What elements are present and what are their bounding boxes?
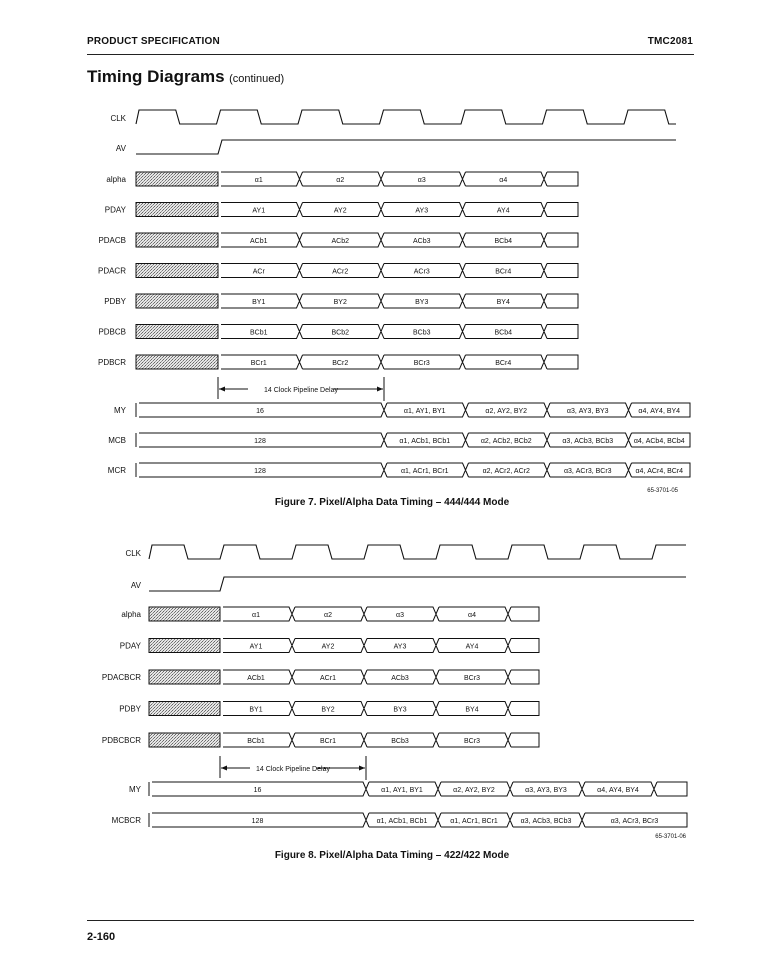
fig8-input-cell: α2 bbox=[324, 612, 332, 619]
fig7-output-init: 128 bbox=[254, 438, 266, 445]
fig7-clk-label: CLK bbox=[110, 114, 126, 123]
fig7-delay-label: 14 Clock Pipeline Delay bbox=[264, 387, 338, 394]
fig7-input-label: PDBCB bbox=[98, 327, 126, 337]
input-bus bbox=[220, 639, 539, 653]
av-waveform bbox=[149, 577, 686, 591]
input-bus bbox=[220, 733, 539, 747]
fig7-input-label: PDACB bbox=[98, 236, 126, 245]
fig8-output-label: MCBCR bbox=[111, 816, 141, 825]
fig8-input-cell: ACb1 bbox=[247, 675, 265, 682]
fig7-input-cell: BCr3 bbox=[413, 360, 430, 367]
fig7-input-cell: α3 bbox=[417, 177, 426, 184]
fig8-delay-label: 14 Clock Pipeline Delay bbox=[256, 766, 330, 773]
fig8-input-label: PDBY bbox=[119, 704, 141, 714]
fig8-input-label: alpha bbox=[121, 610, 141, 619]
fig7-output-cell: α3, ACr3, BCr3 bbox=[563, 468, 612, 475]
fig8-input-cell: BCr1 bbox=[320, 738, 336, 745]
fig7-input-cell: BCb4 bbox=[494, 238, 513, 245]
fig7-output-label: MCB bbox=[108, 436, 126, 445]
fig7-input-cell: BCr4 bbox=[495, 360, 512, 367]
fig7-input-cell: BCr1 bbox=[250, 360, 267, 367]
fig8-output-cell: α1, AY1, BY1 bbox=[381, 787, 423, 794]
hatched-undefined-region bbox=[149, 607, 220, 621]
fig8-input-cell: BY1 bbox=[249, 706, 263, 714]
figure-7-caption: Figure 7. Pixel/Alpha Data Timing – 444/444 Mode bbox=[274, 497, 510, 508]
hatched-undefined-region bbox=[149, 670, 220, 684]
input-bus bbox=[220, 670, 539, 684]
fig7-output-label: MCR bbox=[107, 466, 126, 475]
header-part-number: TMC2081 bbox=[647, 36, 693, 47]
hatched-undefined-region bbox=[149, 702, 220, 716]
fig8-input-cell: BCb3 bbox=[391, 738, 409, 745]
clk-waveform bbox=[149, 545, 686, 559]
fig8-input-label: PDACBCR bbox=[101, 673, 141, 682]
figure-8-caption: Figure 8. Pixel/Alpha Data Timing – 422/422 Mode bbox=[274, 850, 510, 861]
fig7-input-cell: BY2 bbox=[333, 299, 347, 306]
fig8-input-cell: BY2 bbox=[321, 706, 335, 714]
fig8-output-cell: α4, AY4, BY4 bbox=[597, 787, 639, 794]
fig8-output-cell: α3, ACb3, BCb3 bbox=[520, 818, 572, 825]
fig7-output-cell: α1, ACb1, BCb1 bbox=[399, 438, 451, 445]
fig8-input-cell: BCr3 bbox=[464, 738, 480, 745]
fig7-input-cell: BCr4 bbox=[495, 268, 512, 276]
fig7-input-cell: AY4 bbox=[496, 207, 510, 215]
fig8-output-cell: α1, ACr1, BCr1 bbox=[450, 818, 498, 825]
fig7-input-label: PDBCR bbox=[97, 358, 126, 367]
fig8-output-init: 16 bbox=[253, 787, 262, 794]
fig8-input-label: PDBCBCR bbox=[101, 736, 141, 745]
hatched-undefined-region bbox=[149, 733, 220, 747]
fig8-av-label: AV bbox=[130, 581, 141, 590]
fig8-output-cell: α2, AY2, BY2 bbox=[453, 787, 495, 794]
fig7-input-cell: AY2 bbox=[333, 207, 347, 215]
hatched-undefined-region bbox=[149, 639, 220, 653]
fig7-input-cell: BY3 bbox=[415, 299, 429, 306]
fig8-input-cell: AY4 bbox=[465, 643, 479, 651]
fig7-input-cell: ACr3 bbox=[413, 268, 430, 276]
fig8-input-cell: BY4 bbox=[465, 706, 479, 714]
fig7-input-cell: α1 bbox=[254, 177, 263, 184]
fig7-output-cell: α3, ACb3, BCb3 bbox=[562, 438, 614, 445]
fig7-output-cell: α2, ACb2, BCb2 bbox=[480, 438, 532, 445]
fig8-input-cell: BCb1 bbox=[247, 738, 265, 745]
fig7-input-cell: ACb1 bbox=[249, 238, 268, 245]
fig7-output-label: MY bbox=[114, 406, 126, 415]
fig7-input-cell: ACb3 bbox=[412, 238, 431, 245]
fig8-clk-label: CLK bbox=[125, 549, 141, 558]
fig7-output-cell: α4, AY4, BY4 bbox=[638, 408, 681, 415]
header-product-spec: PRODUCT SPECIFICATION bbox=[87, 36, 220, 47]
fig8-input-cell: ACr1 bbox=[320, 675, 336, 682]
fig7-input-cell: ACr bbox=[252, 268, 265, 276]
fig8-input-cell: AY2 bbox=[321, 643, 335, 651]
fig7-output-cell: α2, AY2, BY2 bbox=[485, 408, 528, 415]
fig7-output-cell: α2, ACr2, ACr2 bbox=[482, 468, 530, 475]
fig8-output-cell: α3, AY3, BY3 bbox=[525, 787, 567, 794]
input-bus bbox=[220, 702, 539, 716]
fig7-output-cell: α4, ACb4, BCb4 bbox=[633, 438, 685, 445]
fig8-output-cell: α1, ACb1, BCb1 bbox=[376, 818, 428, 825]
fig7-input-label: PDACR bbox=[97, 266, 126, 276]
fig8-output-label: MY bbox=[129, 785, 141, 794]
fig8-input-cell: BCr3 bbox=[464, 675, 480, 682]
fig8-input-cell: BY3 bbox=[393, 706, 407, 714]
fig8-input-cell: AY3 bbox=[393, 643, 407, 651]
fig7-input-cell: ACr2 bbox=[332, 268, 349, 276]
page-number: 2-160 bbox=[87, 931, 116, 943]
fig8-output-init: 128 bbox=[251, 818, 264, 825]
footer-rule bbox=[87, 920, 694, 921]
fig7-input-cell: AY3 bbox=[415, 207, 429, 215]
fig8-output-cell: α3, ACr3, BCr3 bbox=[610, 818, 659, 825]
fig8-input-label: PDAY bbox=[119, 641, 141, 651]
fig7-input-label: alpha bbox=[106, 175, 126, 184]
fig8-input-cell: α1 bbox=[252, 612, 260, 619]
fig7-input-cell: BCb4 bbox=[494, 329, 513, 337]
fig7-output-cell: α4, ACr4, BCr4 bbox=[635, 468, 684, 475]
fig7-output-init: 128 bbox=[254, 468, 266, 475]
fig7-input-cell: α2 bbox=[336, 177, 345, 184]
title-sub: (continued) bbox=[229, 73, 285, 85]
fig7-input-cell: BCb1 bbox=[249, 329, 268, 337]
fig7-input-cell: α4 bbox=[499, 177, 508, 184]
fig7-output-cell: α1, ACr1, BCr1 bbox=[400, 468, 449, 475]
fig7-input-cell: BCb3 bbox=[412, 329, 431, 337]
input-bus bbox=[220, 607, 539, 621]
fig8-input-cell: ACb3 bbox=[391, 675, 409, 682]
fig7-av-label: AV bbox=[115, 144, 126, 153]
fig8-input-cell: α3 bbox=[396, 612, 404, 619]
fig8-figure-code: 65-3701-06 bbox=[655, 834, 686, 840]
fig8-input-cell: α4 bbox=[468, 612, 476, 619]
fig7-input-cell: BCr2 bbox=[332, 360, 349, 367]
fig7-output-init: 16 bbox=[256, 408, 264, 415]
fig7-output-cell: α3, AY3, BY3 bbox=[566, 408, 609, 415]
fig7-input-cell: BCb2 bbox=[331, 329, 350, 337]
fig7-input-cell: AY1 bbox=[252, 207, 266, 215]
fig8-input-cell: AY1 bbox=[249, 643, 263, 651]
fig7-input-cell: ACb2 bbox=[331, 238, 350, 245]
fig7-figure-code: 65-3701-05 bbox=[647, 488, 678, 494]
fig7-input-label: PDBY bbox=[104, 297, 126, 306]
title-main: Timing Diagrams bbox=[87, 67, 225, 86]
fig7-input-label: PDAY bbox=[104, 205, 126, 215]
fig7-input-cell: BY1 bbox=[252, 299, 266, 306]
fig7-output-cell: α1, AY1, BY1 bbox=[403, 408, 446, 415]
fig7-input-cell: BY4 bbox=[496, 299, 510, 306]
